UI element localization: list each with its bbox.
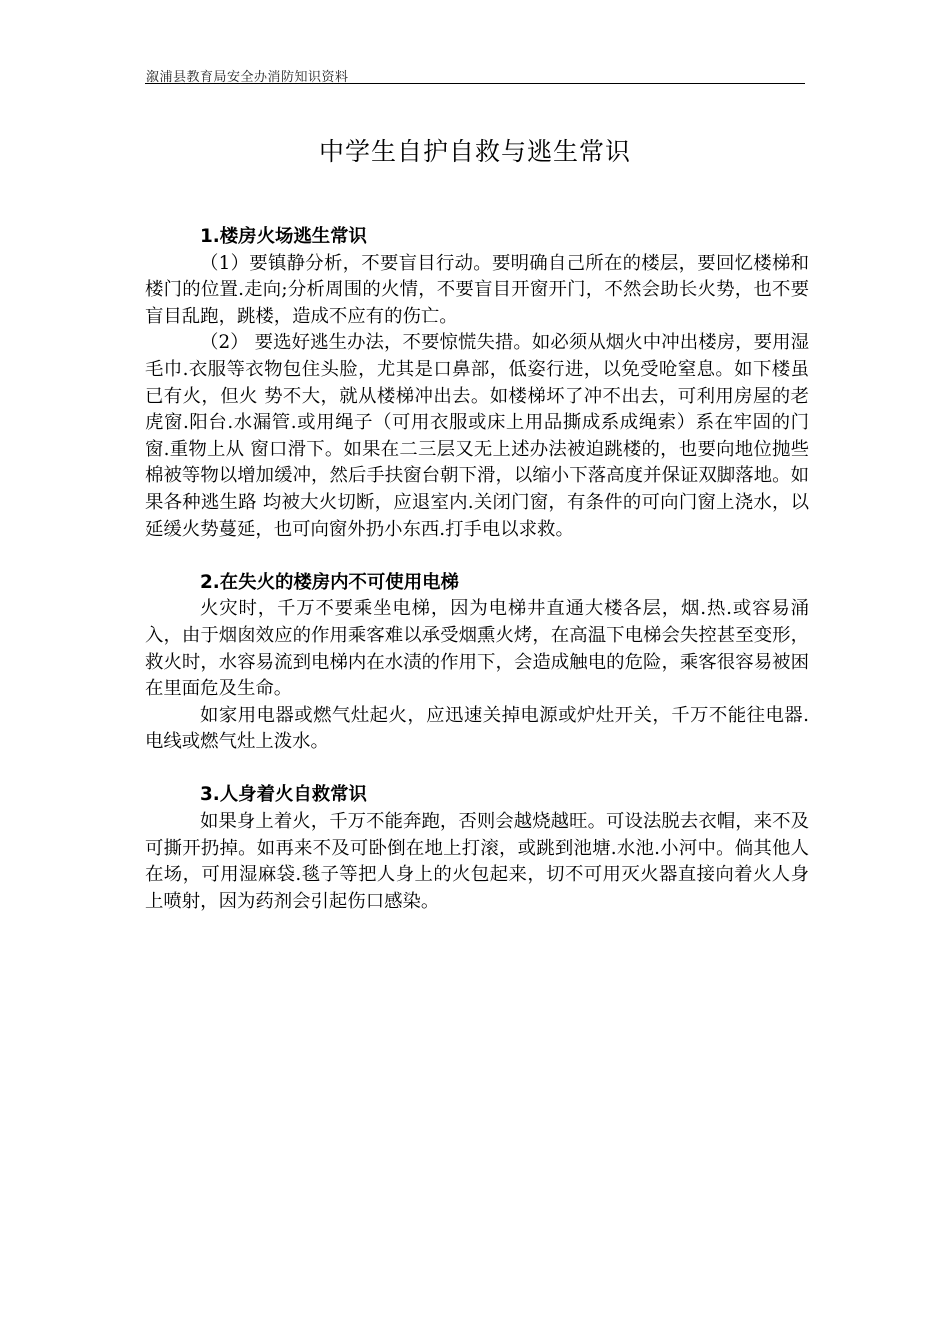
paragraph: （1）要镇静分析，不要盲目行动。要明确自己所在的楼层，要回忆楼梯和楼门的位置.走向;分析周围的火情，不要盲目开窗开门，不然会助长火势，也不要盲目乱跑，跳楼，造成不应有的伤亡。	[145, 252, 809, 327]
document-title: 中学生自护自救与逃生常识	[318, 137, 631, 166]
paragraph: 如果身上着火，千万不能奔跑，否则会越烧越旺。可设法脱去衣帽，来不及可撕开扔掉。如再来不及可卧倒在地上打滚，或跳到池塘.水池.小河中。倘其他人在场，可用湿麻袋.毯子等把人身上的火包起来，切不可用灭火器直接向着火人身上喷射，因为药剂会引起伤口感染。	[145, 811, 809, 912]
section-heading: 1.楼房火场逃生常识	[200, 226, 367, 247]
section-building-escape	[145, 224, 809, 543]
section-spacer	[145, 543, 809, 570]
running-header: 溆浦县教育局安全办消防知识资料	[146, 70, 349, 85]
paragraph: （2） 要选好逃生办法，不要惊慌失措。如必须从烟火中冲出楼房，要用湿毛巾.衣服等衣物包住头脸，尤其是口鼻部，低姿行进，以免受呛窒息。如下楼虽已有火，但火 势不大，就从楼梯冲出去。如楼梯坏了冲不出去，可利用房屋的老虎窗.阳台.水漏管.或用绳子（可用衣服或床上用品撕成系成绳索）系在牢固的门窗.重物上从 窗口滑下。如果在二三层又无上述办法被迫跳楼的，也要向地位抛些棉被等物以增加缓冲，然后手扶窗台朝下滑，以缩小下落高度并保证双脚落地。如果各种逃生路 均被大火切断，应退室内.关闭门窗，有条件的可向门窗上浇水，以延缓火势蔓延，也可向窗外扔小东西.打手电以求救。	[145, 332, 809, 540]
header-rule	[145, 83, 805, 84]
section-no-elevator	[145, 570, 809, 756]
section-heading: 3.人身着火自救常识	[200, 784, 367, 806]
section-spacer	[145, 756, 809, 783]
section-body-on-fire	[145, 782, 809, 915]
paragraph: 如家用电器或燃气灶起火，应迅速关掉电源或炉灶开关，千万不能往电器.电线或燃气灶上泼水。	[145, 704, 809, 753]
document-body	[145, 224, 809, 915]
section-heading: 2.在失火的楼房内不可使用电梯	[200, 571, 459, 593]
paragraph: 火灾时，千万不要乘坐电梯，因为电梯井直通大楼各层，烟.热.或容易涌入，由于烟囱效应的作用乘客难以承受烟熏火烤，在高温下电梯会失控甚至变形，救火时，水容易流到电梯内在水渍的作用下，会造成触电的危险，乘客很容易被困在里面危及生命。	[145, 598, 809, 700]
